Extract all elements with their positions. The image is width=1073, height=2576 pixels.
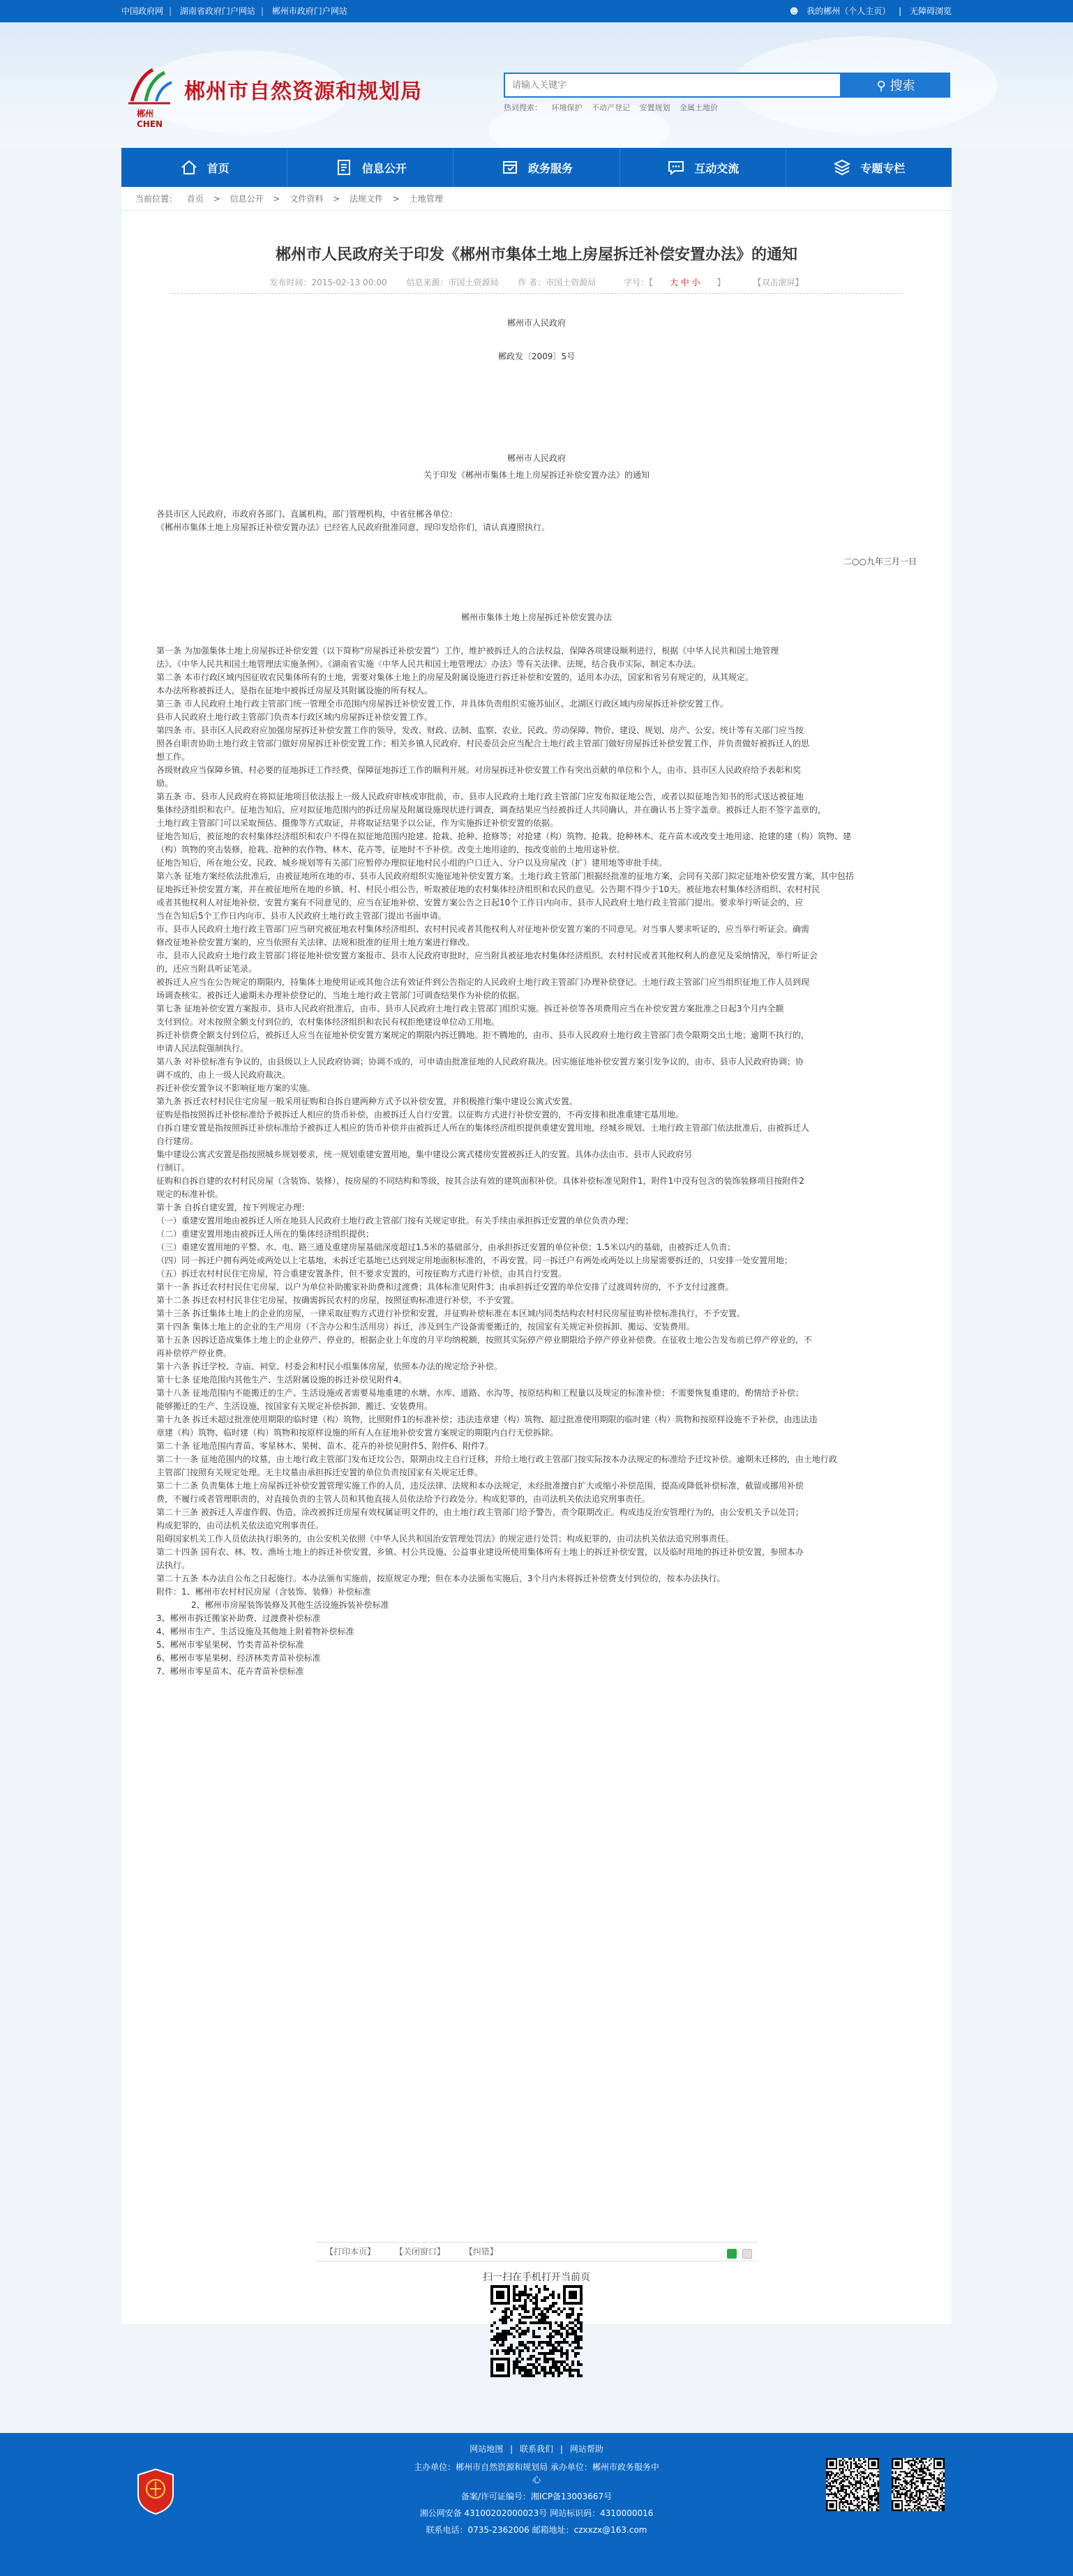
sitemap-link[interactable]: 网站地图 xyxy=(470,2444,504,2454)
hot-word[interactable]: 金属土地价 xyxy=(680,103,718,112)
article-paragraph: 第八条 对补偿标准有争议的，由县级以上人民政府协调；协调不成的，可申请由批准征地的人民政府裁决。因实施征地补偿安置方案引发争议的，由市、县市人民政府协调；协 xyxy=(156,1057,804,1067)
attachment-item[interactable]: 2、郴州市房屋装饰装修及其他生活设施拆装补偿标准 xyxy=(191,1600,389,1610)
divider xyxy=(170,293,903,294)
qr-code-icon xyxy=(490,2285,583,2377)
greeting: 各县市区人民政府，市政府各部门、直属机构，部门管理机构，中省驻郴各单位： xyxy=(156,509,458,519)
article-paragraph: 费，不履行或者管理职责的，对直接负责的主管人员和其他直接人员依法给予行政处分。构成犯罪的，由司法机关依法追究刑事责任。 xyxy=(156,1494,651,1504)
notice-body: 《郴州市集体土地上房屋拆迁补偿安置办法》已经省人民政府批准同意，现印发给你们，请认真遵照执行。 xyxy=(156,522,550,532)
article-paragraph: 第三条 市人民政府土地行政主管部门统一管理全市范围内房屋拆迁补偿安置工作，并具体负责组织实施苏仙区、北湖区行政区域内房屋拆迁补偿安置工作。 xyxy=(156,699,728,709)
article-paragraph: 第二条 本市行政区域内因征收农民集体所有的土地，需要对集体土地上的房屋及附属设施进行拆迁补偿和安置的，适用本办法，国家和省另有规定的，从其规定。 xyxy=(156,672,753,682)
logo-text: 郴州 CHEN xyxy=(137,109,163,129)
article-paragraph: （二）重建安置用地由被拆迁人所在的集体经济组织提供； xyxy=(156,1229,375,1239)
article-paragraph: 第一条 为加强集体土地上房屋拆迁补偿安置（以下简称“房屋拆迁补偿安置”）工作，维护被拆迁人的合法权益，保障各项建设顺利进行，根据《中华人民共和国土地管理 xyxy=(156,646,779,656)
header xyxy=(0,22,1073,148)
rules-title: 郴州市集体土地上房屋拆迁补偿安置办法 xyxy=(460,612,612,622)
article-paragraph: 第二十五条 本办法自公布之日起施行。本办法颁布实施前，按原规定办理；但在本办法颁布实施后，3个月内未将拆迁补偿费支付到位的，按本办法执行。 xyxy=(156,1574,726,1583)
article-paragraph: 想工作。 xyxy=(156,752,190,762)
site-name: 郴州市自然资源和规划局 xyxy=(184,80,422,104)
article-paragraph: 集体经济组织和农户。征地告知后，应对拟征地范围内的拆迁房屋及附属设施现状进行调查，调查结果应当经被拆迁人共同确认，并在确认书上签字盖章。被拆迁人拒不签字盖章的， xyxy=(156,805,827,815)
article-paragraph: 县市人民政府土地行政主管部门负责本行政区域内房屋拆迁补偿安置工作。 xyxy=(156,712,433,722)
breadcrumb: 当前位置： 首页 > 信息公开 > 文件资料 > 法规文件 > 土地管理 xyxy=(121,187,952,211)
article-paragraph: 能够搬迁的生产、生活设施，按国家有关规定补偿拆卸、搬迁、安装费用。 xyxy=(156,1401,433,1411)
article-paragraph: 自行建房。 xyxy=(156,1136,199,1146)
top-bar: 中国政府网 | 湖南省政府门户网站 | 郴州市政府门户网站 ☻ 我的郴州（个人主页） | 无障碍浏览 xyxy=(0,0,1073,22)
search-input[interactable] xyxy=(504,73,841,98)
article-paragraph: 章建（构）筑物、临时建（构）筑物和按原样设施的所有人在征地补偿安置方案规定的期限内自行无偿拆除。 xyxy=(156,1428,559,1438)
publish-date: 发布时间：2015-02-13 00:00 xyxy=(269,278,387,287)
nav-home[interactable]: 首页 xyxy=(121,148,287,187)
help-link[interactable]: 网站帮助 xyxy=(569,2444,603,2454)
font-size-control: 字号：【 大 中 小 】 xyxy=(623,278,726,287)
article-paragraph: （构）筑物的突击装修，抢栽、抢种的农作物、林木、花卉等，征地时不予补偿。改变土地用途的，按改变前的土地用途补偿。 xyxy=(156,845,626,854)
article-paragraph: 第四条 市、县市区人民政府应加强房屋拆迁补偿安置工作的领导，发改、财政、法制、监察、农业、民政、劳动保障、物价、建设、规划、房产、公安、统计等有关部门应当按 xyxy=(156,725,804,735)
qr-label: 扫一扫在手机打开当前页 xyxy=(483,2272,590,2283)
top-link-hunan[interactable]: 湖南省政府门户网站 xyxy=(179,6,255,16)
article-paragraph: 自拆自建安置是指按照拆迁补偿标准给予被拆迁人相应的货币补偿并由被拆迁人所在的集体经济组织提供重建安置用地，经城乡规划、土地行政主管部门依法批准后，由被拆迁人 xyxy=(156,1123,810,1133)
attachment-item[interactable]: 附件：1、郴州市农村村民房屋（含装饰、装修）补偿标准 xyxy=(156,1587,371,1597)
article-body xyxy=(156,645,917,1678)
article-paragraph: 照各自职责协助土地行政主管部门做好房屋拆迁补偿安置工作；相关乡镇人民政府、村民委员会应当配合土地行政主管部门做好房屋拆迁补偿安置工作，并负责做好被拆迁人的思 xyxy=(156,739,810,748)
article-paragraph: 市、县市人民政府土地行政主管部门应当研究被征地农村集体经济组织、农村村民或者其他权利人对征地补偿安置方案的不同意见。对当事人要求听证的，应当举行听证会。确需 xyxy=(156,924,810,934)
article-paragraph: 规定的标准补偿。 xyxy=(156,1189,224,1199)
article-paragraph: 各级财政应当保障乡镇、村必要的征地拆迁工作经费，保障征地拆迁工作的顺利开展。对房屋拆迁补偿安置工作有突出贡献的单位和个人，由市、县市区人民政府给予表彰和奖 xyxy=(156,765,802,775)
attachment-item[interactable]: 6、郴州市零星果树、经济林类青苗补偿标准 xyxy=(156,1653,321,1663)
article-paragraph: 法执行。 xyxy=(156,1560,190,1570)
article-paragraph: 第十九条 拆迁未超过批准使用期限的临时建（构）筑物，比照附件1的标准补偿；违法违章建（构）筑物、超过批准使用期限的临时建（构）筑物和按原样设施不予补偿，由违法违 xyxy=(156,1415,818,1424)
main-nav xyxy=(121,148,952,187)
wechat-share-icon[interactable] xyxy=(727,2249,737,2259)
info-source: 信息来源：市国土资源局 xyxy=(406,278,499,287)
article-paragraph: 第二十三条 被拆迁人弄虚作假、伪造、涂改被拆迁房屋有效权属证明文件的，由土地行政主管部门给予警告，责令限期改正。构成违反治安管理行为的，由公安机关予以处罚； xyxy=(156,1507,804,1517)
article-paragraph: 第十六条 拆迁学校、寺庙、祠堂、村委会和村民小组集体房屋，依照本办法的规定给予补偿。 xyxy=(156,1362,502,1371)
hot-word[interactable]: 不动产登记 xyxy=(592,103,630,112)
nav-interaction[interactable]: 互动交流 xyxy=(620,148,786,187)
article-paragraph: 第十七条 征地范围内其他生产、生活附属设施的拆迁补偿见附件4。 xyxy=(156,1375,407,1385)
article-paragraph: 再补偿停产停业费。 xyxy=(156,1348,232,1358)
contact-info: 联系电话：0735-2362006 邮箱地址：czxxzx@163.com xyxy=(426,2525,647,2535)
app-qr-icon xyxy=(892,2458,945,2511)
article-paragraph: 申请人民法院强制执行。 xyxy=(156,1044,249,1053)
contact-link[interactable]: 联系我们 xyxy=(519,2444,553,2454)
article-paragraph: 调不成的，由上一级人民政府裁决。 xyxy=(156,1070,291,1080)
article-paragraph: 第十三条 拆迁集体土地上的企业的房屋，一律采取征购方式进行补偿和安置，并征购补偿标准在本区域内同类结构农村村民房屋征购补偿标准执行，不予安置。 xyxy=(156,1309,745,1318)
home-icon xyxy=(179,158,199,177)
article-tools xyxy=(315,2242,758,2261)
author: 作 者：市国土资源局 xyxy=(518,278,596,287)
doc-number: 郴政发〔2009〕5号 xyxy=(497,352,576,361)
issuer-2: 郴州市人民政府 xyxy=(507,453,566,463)
article-paragraph: （五）拆迁农村村民住宅房屋，符合重建安置条件，但不要求安置的，可按征购方式进行补偿，由其自行安置。 xyxy=(156,1269,567,1279)
hot-words: 热词搜索： 环境保护 不动产登记 安置规划 金属土地价 xyxy=(504,103,718,112)
breadcrumb-item[interactable]: 土地管理 xyxy=(409,194,443,204)
close-window-button[interactable]: 【关闭窗口】 xyxy=(394,2247,445,2257)
nav-info[interactable]: 信息公开 xyxy=(287,148,453,187)
attachment-item[interactable]: 3、郴州市拆迁搬家补助费、过渡费补偿标准 xyxy=(156,1613,321,1623)
article-paragraph: 第十八条 征地范围内不能搬迁的生产、生活设施或者需要易地重建的水塘、水库、道路、水沟等，按原结构和工程量以及规定的标准补偿；不需要恢复重建的，酌情给予补偿； xyxy=(156,1388,804,1398)
nav-service[interactable]: 政务服务 xyxy=(453,148,620,187)
article-paragraph: 阻碍国家机关工作人员依法执行职务的，由公安机关依照《中华人民共和国治安管理处罚法》的规定进行处罚；构成犯罪的，由司法机关依法追究刑事责任。 xyxy=(156,1534,735,1544)
police-info[interactable]: 湘公网安备 43100202000023号 网站标识码：4310000016 xyxy=(419,2508,654,2518)
my-chenzhou-link[interactable]: 我的郴州（个人主页） xyxy=(806,6,891,16)
article-paragraph: （一）重建安置用地由被拆迁人所在地县人民政府土地行政主管部门按有关规定审批。有关手续由承担拆迁安置的单位负责办理； xyxy=(156,1216,634,1226)
article-paragraph: 第五条 市、县市人民政府在将拟征地项目依法报上一级人民政府审核或审批前，市、县市人民政府土地行政主管部门应发布拟征地公告，或者以拟征地告知书的形式送达被征地 xyxy=(156,792,804,801)
article-paragraph: 集中建设公寓式安置是指按照城乡规划要求，统一规划重建安置用地，集中建设公寓式楼房安置被拆迁人的安置。具体办法由市、县市人民政府另 xyxy=(156,1150,693,1159)
weibo-share-icon[interactable] xyxy=(742,2249,752,2259)
top-link-chenzhou[interactable]: 郴州市政府门户网站 xyxy=(271,6,347,16)
article-paragraph: 第十五条 因拆迁造成集体土地上的企业停产、停业的，根据企业上年度的月平均纳税额，按照其实际停产停业期限给予停产停业补偿费。在征收土地公告发布前已停产停业的，不 xyxy=(156,1335,812,1345)
attachment-item[interactable]: 5、郴州市零星果树、竹类青苗补偿标准 xyxy=(156,1640,304,1650)
article-paragraph: 励。 xyxy=(156,778,174,788)
article-paragraph: 行制订。 xyxy=(156,1163,190,1173)
article-paragraph: 第二十一条 征地范围内的坟墓，由土地行政主管部门发布迁坟公告，限期由坟主自行迁移，并给土地行政主管部门按实际按本办法规定的标准给予迁坟补偿。逾期未迁移的，由土地行政 xyxy=(156,1454,837,1464)
article-paragraph: 主管部门按照有关规定处理。无主坟墓由承担拆迁安置的单位负责按国家有关规定迁葬。 xyxy=(156,1468,483,1477)
article-paragraph: 场调查核实。被拆迁人逾期未办理补偿登记的，当地土地行政主管部门可调查结果作为补偿的依据。 xyxy=(156,991,525,1000)
article-paragraph: 的，还应当附具听证笔录。 xyxy=(156,964,257,974)
page-title: 郴州市人民政府关于印发《郴州市集体土地上房屋拆迁补偿安置办法》的通知 xyxy=(275,246,797,264)
footer xyxy=(0,2433,1073,2576)
article-paragraph: 第九条 拆迁农村村民住宅房屋一般采用征购和自拆自建两种方式予以补偿安置，并积极推行集中建设公寓式安置。 xyxy=(156,1097,578,1106)
footer-links: 网站地图 | 联系我们 | 网站帮助 xyxy=(470,2444,603,2454)
layers-icon xyxy=(832,158,852,177)
article-paragraph: 第十一条 拆迁农村村民住宅房屋，以户为单位补助搬家补助费和过渡费；具体标准见附件3；由承担拆迁安置的单位安排了过渡周转房的，不予支付过渡费。 xyxy=(156,1282,734,1292)
search-icon: ⚲ xyxy=(876,79,886,93)
attachment-item[interactable]: 7、郴州市零星苗木、花卉青苗补偿标准 xyxy=(156,1666,304,1676)
host-info-2: 心 xyxy=(532,2475,541,2485)
article-paragraph: 第二十四条 国有农、林、牧、渔场土地上的拆迁补偿安置，乡镇、村公共设施、公益事业建设所使用集体所有土地上的拆迁补偿安置，以及临时用地的拆迁补偿安置，参照本办 xyxy=(156,1547,804,1557)
article-paragraph: 构成犯罪的，由司法机关依法追究刑事责任。 xyxy=(156,1521,324,1530)
article-paragraph: 市、县市人民政府土地行政主管部门将征地补偿安置方案报市、县市人民政府审批时，应当附具被征地农村集体经济组织、农村村民或者其他权利人的意见及采纳情况，举行听证会 xyxy=(156,951,818,961)
scroll-toggle[interactable]: 【双击滚屏】 xyxy=(753,278,804,287)
article-container xyxy=(121,211,952,2324)
article-paragraph: 拆迁补偿安置争议不影响征地方案的实施。 xyxy=(156,1083,316,1093)
article-paragraph: 征购和自拆自建的农村村民房屋（含装饰、装修），按房屋的不同结构和等级，按其合法有效的建筑面积补偿。具体补偿标准见附件1，附件1中没有包含的装饰装修项目按附件2 xyxy=(156,1176,804,1186)
wechat-qr-icon xyxy=(826,2458,879,2511)
print-button[interactable]: 【打印本页】 xyxy=(325,2247,376,2257)
article-paragraph: 第十二条 拆迁农村村民非住宅房屋，按确需拆民农村的房屋，按照征购标准进行补偿，不予安置。 xyxy=(156,1295,519,1305)
article-paragraph: 第六条 征地方案经依法批准后，由被征地所在地的市、县市人民政府组织实施征地补偿安置方案。土地行政主管部门根据经批准的征地方案，会同有关部门拟定征地补偿安置方案，其中包括 xyxy=(156,871,854,881)
document-icon xyxy=(334,158,354,177)
hot-word[interactable]: 安置规划 xyxy=(639,103,670,112)
icp-info[interactable]: 备案/许可证编号：湘ICP备13003667号 xyxy=(460,2492,613,2501)
article-paragraph: 本办法所称被拆迁人，是指在征地中被拆迁房屋及其附属设施的所有权人。 xyxy=(156,686,433,695)
article-paragraph: 征地告知后，所在地公安、民政、城乡规划等有关部门应暂停办理拟征地村民小组的户口迁入、分户以及房屋改（扩）建用地等审批手续。 xyxy=(156,858,668,868)
article-paragraph: （三）重建安置用地的平整、水、电、路三通及重建房屋基础深度超过1.5米的基础部分，由承担拆迁安置的单位补偿；1.5米以内的基础，由被拆迁人负责； xyxy=(156,1242,736,1252)
breadcrumb-item[interactable]: 信息公开 xyxy=(230,194,264,204)
hot-word[interactable]: 环境保护 xyxy=(551,103,583,112)
article-paragraph: 第二十条 征地范围内青苗、零星林木、果树、苗木、花卉的补偿见附件5、附件6、附件7。 xyxy=(156,1441,493,1451)
nav-topics[interactable]: 专题专栏 xyxy=(786,148,952,187)
article-paragraph: （四）同一拆迁户拥有两处或两处以上宅基地，未拆迁宅基地已达到规定用地面积标准的，不再安置。同一拆迁户有两处或两处以上房屋需要拆迁的，只安排一处安置用地； xyxy=(156,1256,793,1265)
notice-title: 关于印发《郴州市集体土地上房屋拆迁补偿安置办法》的通知 xyxy=(423,470,650,480)
accessibility-link[interactable]: 无障碍浏览 xyxy=(909,6,952,16)
article-paragraph: 或者其他权利人对征地补偿、安置方案有不同意见的，应当在征地补偿、安置方案公告之日起10个工作日内向市、县市人民政府土地行政主管部门提出。要求举行听证会的，应 xyxy=(156,898,804,907)
service-icon xyxy=(500,158,520,177)
article-paragraph: 拆迁补偿费全额支付到位后，被拆迁人应当在征地补偿安置方案规定的期限内拆迁腾地。拒不腾地的，由市、县市人民政府土地行政主管部门责令限期交出土地；逾期不执行的， xyxy=(156,1030,810,1040)
article-paragraph: 第十条 自拆自建安置，按下列规定办理： xyxy=(156,1203,310,1212)
article-paragraph: 征购是指按照拆迁补偿标准给予被拆迁人相应的货币补偿，由被拆迁人自行安置。以征购方式进行补偿安置的，不再安排和批准重建宅基用地。 xyxy=(156,1110,684,1120)
article-paragraph: 第七条 征地补偿安置方案报市、县市人民政府批准后，由市、县市人民政府土地行政主管部门组织实施。拆迁补偿等各项费用应当在补偿安置方案批准之日起3个月内全额 xyxy=(156,1004,784,1014)
breadcrumb-item[interactable]: 首页 xyxy=(186,194,204,204)
article-paragraph: 第十四条 集体土地上的企业的生产用房（不含办公和生活用房）拆迁，涉及到生产设备需要搬迁的，按国家有关规定补偿拆卸、搬运、安装费用。 xyxy=(156,1322,695,1332)
issuer: 郴州市人民政府 xyxy=(507,318,566,328)
breadcrumb-item[interactable]: 法规文件 xyxy=(350,194,384,204)
article-paragraph: 当在告知后5个工作日内向市、县市人民政府土地行政主管部门提出书面申请。 xyxy=(156,911,447,921)
search-bar xyxy=(504,73,950,98)
article-paragraph: 征地告知后，被征地的农村集体经济组织和农户不得在拟征地范围内抢建、抢栽、抢种、抢修等；对抢建（构）筑物、抢栽、抢种林木、花卉苗木或改变土地用途、抢建的建（构）筑物、建 xyxy=(156,831,852,841)
top-link-gov[interactable]: 中国政府网 xyxy=(121,6,164,16)
article-meta xyxy=(121,276,952,288)
chat-icon xyxy=(666,158,686,177)
article-paragraph: 被拆迁人应当在公告规定的期限内，持集体土地使用证或其他合法有效证件到公告指定的人民政府土地行政主管部门办理补偿登记。土地行政主管部门应当组织征地工作人员到现 xyxy=(156,977,810,987)
article-paragraph: 第二十二条 负责集体土地上房屋拆迁补偿安置管理实施工作的人员，违反法律、法规和本办法规定，未经批准擅自扩大或缩小补偿范围，提高或降低补偿标准，截留或挪用补偿 xyxy=(156,1481,804,1491)
font-size-options[interactable]: 大 中 小 xyxy=(669,278,700,287)
greeting-block xyxy=(156,508,917,534)
host-info: 主办单位：郴州市自然资源和规划局 承办单位：郴州市政务服务中 xyxy=(414,2462,659,2472)
article-paragraph: 法》、《中华人民共和国土地管理法实施条例》、《湖南省实施〈中华人民共和国土地管理法〉办法》等有关法律、法规，结合我市实际，制定本办法。 xyxy=(156,659,701,669)
breadcrumb-item[interactable]: 文件资料 xyxy=(290,194,324,204)
attachment-item[interactable]: 4、郴州市生产、生活设施及其他地上附着物补偿标准 xyxy=(156,1627,354,1636)
article-paragraph: 修改征地补偿安置方案的，应当依照有关法律、法规和批准的征用土地方案进行修改。 xyxy=(156,937,475,947)
article-paragraph: 土地行政主管部门可以采取预估、摄像等方式取证，并将取证结果予以公证，作为实施拆迁补偿安置的依据。 xyxy=(156,818,559,828)
article-paragraph: 征地拆迁补偿安置方案，并在被征地所在地的乡镇、村、村民小组公告，听取被征地的农村集体经济组织和农民的意见。公告期不得少于10天。被征地农村集体经济组织、农村村民 xyxy=(156,884,820,894)
article-paragraph: 支付到位。对未按照全额支付到位的，农村集体经济组织和农民有权拒绝建设单位动工用地。 xyxy=(156,1017,500,1027)
error-report-button[interactable]: 【纠错】 xyxy=(464,2247,498,2257)
issue-date: 二○○九年三月一日 xyxy=(843,557,917,566)
search-button[interactable]: ⚲ 搜索 xyxy=(841,73,950,98)
user-icon: ☻ xyxy=(789,6,799,16)
